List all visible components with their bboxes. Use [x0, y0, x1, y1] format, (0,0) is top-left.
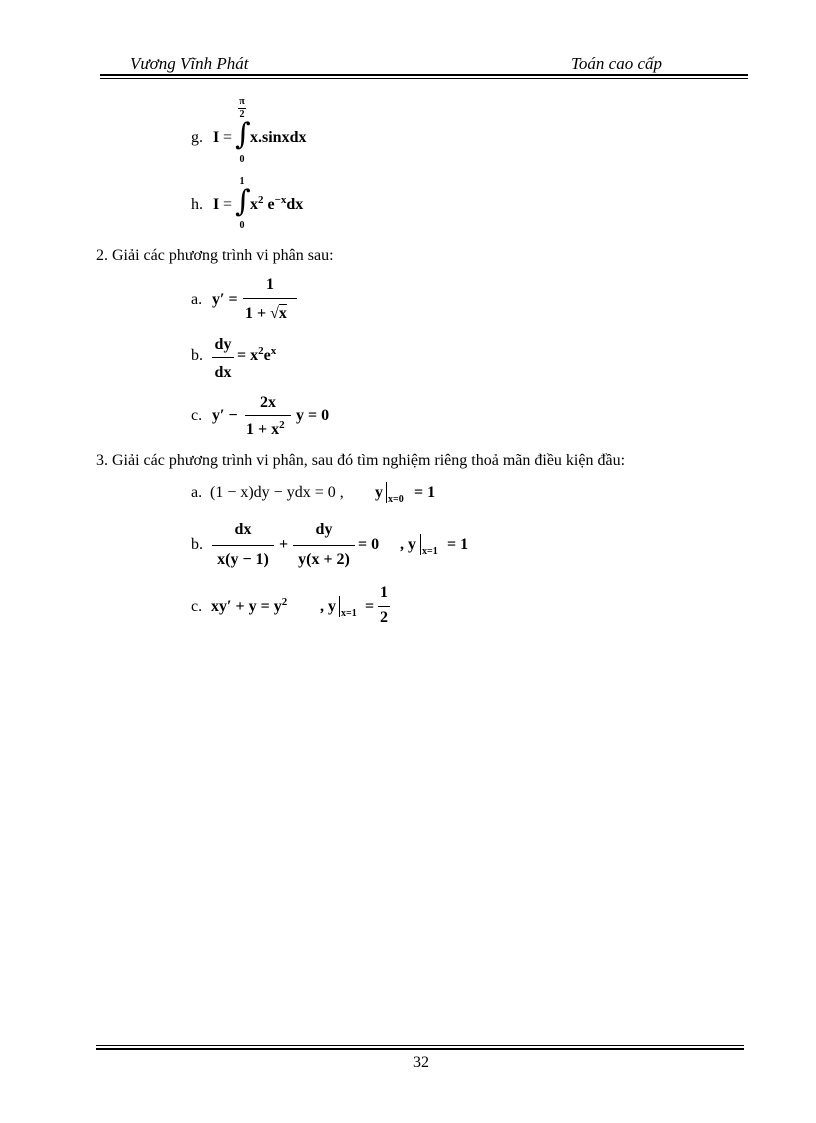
item-h-integrand — [250, 196, 303, 214]
header-rule-thin — [100, 78, 748, 79]
item-h-label: h. — [191, 196, 203, 213]
item-2b-exp-x: x — [270, 345, 277, 357]
item-g-upper-num: π — [239, 96, 245, 107]
item-3a-cond-sub: x=0 — [388, 494, 404, 505]
item-2a-num: 1 — [266, 276, 274, 293]
item-2b-label: b. — [191, 347, 203, 364]
item-3c-eq — [211, 598, 287, 616]
section3-heading: 3. Giải các phương trình vi phân, sau đó tìm nghiệm riêng thoả mãn điều kiện đầu: — [96, 452, 626, 469]
header-author: Vương Vĩnh Phát — [130, 54, 249, 73]
item-2b-bar — [212, 357, 234, 358]
item-2b-rhs-pre: = x — [237, 347, 259, 364]
item-3a-eq: (1 − x)dy − ydx = 0 , — [210, 484, 344, 501]
item-g-equals: = — [223, 129, 233, 146]
item-3c-cond-y: , y — [320, 598, 336, 615]
item-h-exp-neg: −x — [274, 194, 287, 206]
item-3b-label: b. — [191, 536, 203, 553]
item-2a-lhs: y′ = — [212, 291, 238, 308]
item-2c-label: c. — [191, 407, 203, 424]
item-2b-num: dy — [214, 336, 232, 353]
item-3c-label: c. — [191, 598, 203, 615]
item-g-lower: 0 — [239, 154, 245, 165]
item-3b-eval-bar — [420, 534, 421, 555]
item-g-label: g. — [191, 129, 203, 146]
item-h-base: x — [250, 196, 258, 213]
item-2c-den-exp: 2 — [279, 419, 285, 431]
footer-rule-thin — [96, 1045, 744, 1046]
footer-rule-thick — [96, 1048, 744, 1050]
item-3c-cond-bar — [378, 606, 390, 607]
item-h-dx: dx — [286, 196, 304, 213]
item-3b-num2: dy — [315, 521, 333, 538]
sqrt-icon: √ — [270, 305, 279, 322]
item-2c-lhs: y′ − — [212, 407, 238, 424]
item-3b-den2: y(x + 2) — [298, 551, 350, 568]
item-h-e: e — [267, 196, 275, 213]
item-2a-label: a. — [191, 291, 203, 308]
item-3c-eq-pre: xy′ + y = y — [211, 598, 282, 615]
item-3c-exp-2: 2 — [281, 596, 288, 608]
item-3a-eval-bar — [386, 482, 387, 503]
item-2c-rhs: y = 0 — [296, 407, 330, 424]
item-3b-cond-y: , y — [400, 536, 416, 553]
item-2b-rhs — [237, 347, 276, 365]
item-2a-den — [245, 305, 287, 323]
item-3b-num1: dx — [234, 521, 252, 538]
item-2c-den-pre: 1 + x — [246, 421, 280, 438]
item-h-upper: 1 — [239, 176, 245, 187]
item-2c-num: 2x — [260, 394, 276, 411]
item-3b-den1: x(y − 1) — [217, 551, 269, 568]
item-2c-bar — [245, 415, 291, 416]
item-3b-plus: + — [279, 536, 289, 553]
item-h-integral-sign: ∫ — [235, 184, 251, 219]
section2-heading: 2. Giải các phương trình vi phân sau: — [96, 247, 334, 264]
item-h-equals: = — [223, 196, 233, 213]
item-3b-bar1 — [212, 545, 274, 546]
item-g-integrand: x.sinxdx — [250, 129, 307, 146]
item-2b-e: e — [263, 347, 271, 364]
page-number: 32 — [413, 1054, 429, 1071]
item-3b-eq0: = 0 — [358, 536, 380, 553]
item-2a-den-pre: 1 + — [245, 305, 267, 322]
item-3b-cond-sub: x=1 — [422, 546, 438, 557]
item-2b-exp-2: 2 — [258, 345, 264, 357]
item-3c-cond-den: 2 — [380, 609, 388, 626]
item-g-integral-sign: ∫ — [235, 117, 251, 152]
header-subject: Toán cao cấp — [571, 54, 662, 73]
item-2c-den — [246, 421, 285, 439]
item-3c-eval-bar — [339, 596, 340, 617]
item-3c-cond-eq: = — [365, 598, 375, 615]
item-3b-bar2 — [293, 545, 355, 546]
item-h-lower: 0 — [239, 220, 245, 231]
item-g-lhs: I — [213, 129, 220, 146]
item-h-exp-2: 2 — [258, 194, 264, 206]
item-2a-den-rad: x — [278, 305, 287, 322]
item-2a-bar — [243, 298, 297, 299]
item-3a-cond-y: y — [375, 484, 383, 501]
header-rule-thick — [100, 74, 748, 76]
item-2b-den: dx — [214, 364, 232, 381]
item-3a-label: a. — [191, 484, 203, 501]
item-3c-cond-sub: x=1 — [341, 608, 357, 619]
item-g-upper-den: 2 — [239, 109, 245, 120]
item-h-lhs: I — [213, 196, 220, 213]
item-3c-cond-num: 1 — [380, 584, 388, 601]
item-3b-cond-val: = 1 — [447, 536, 469, 553]
item-3a-cond-val: = 1 — [414, 484, 436, 501]
